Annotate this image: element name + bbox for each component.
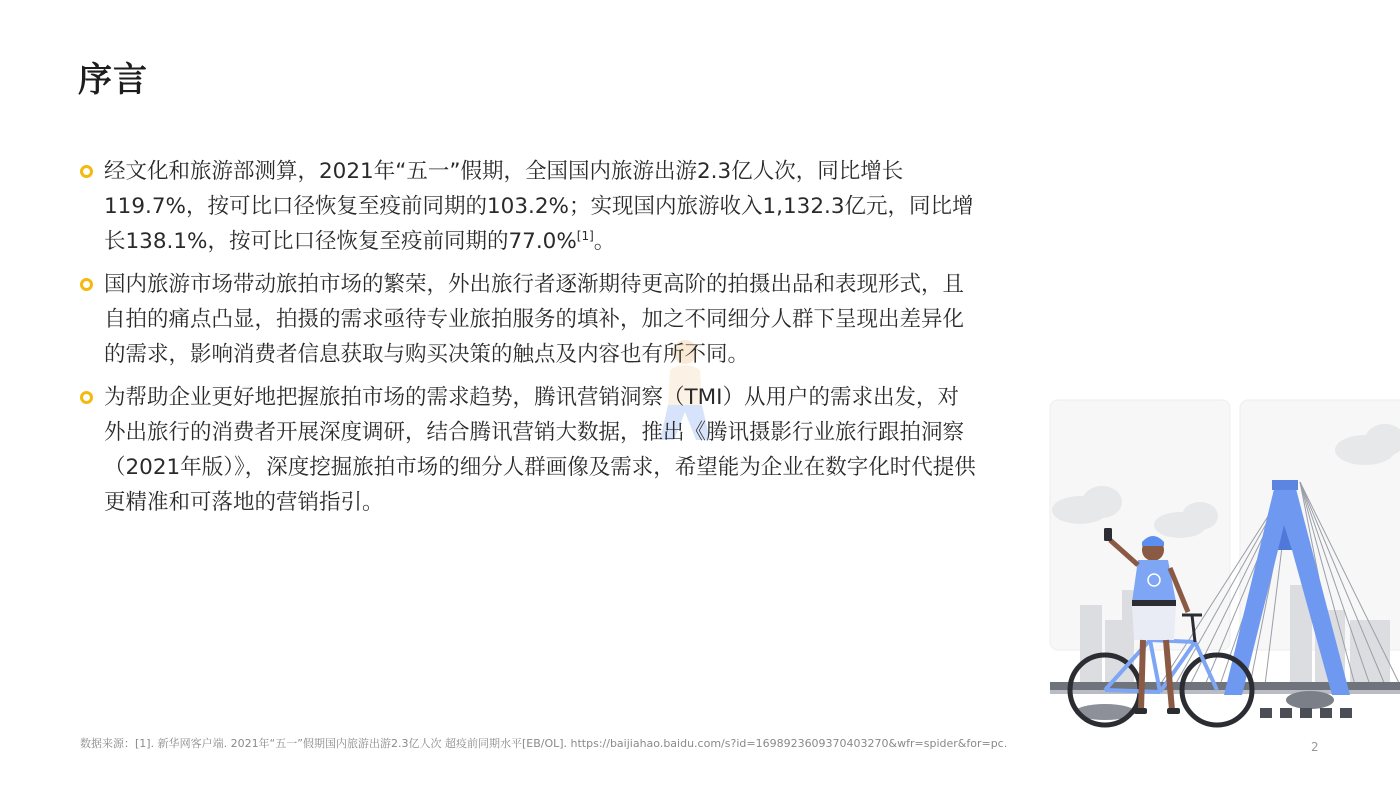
selfie-cyclist-bridge-illustration xyxy=(1010,390,1400,740)
bullet-tail: 。 xyxy=(593,229,616,254)
bullet-ring-icon xyxy=(80,278,93,291)
bullet-text: 经文化和旅游部测算，2021年“五一”假期，全国国内旅游出游2.3亿人次，同比增长119.7%，按可比口径恢复至疫前同期的103.2%；实现国内旅游收入1,132.3亿元，同比增长138.1%，按可比口径恢复至疫前同期的77.0% xyxy=(104,159,974,254)
bullet-item-tourism-stats xyxy=(80,154,980,259)
bullet-item-market-demand xyxy=(80,267,980,372)
bullet-item-report-intro xyxy=(80,380,980,520)
bullet-text: 国内旅游市场带动旅拍市场的繁荣，外出旅行者逐渐期待更高阶的拍摄出品和表现形式，且自拍的痛点凸显，拍摄的需求亟待专业旅拍服务的填补，加之不同细分人群下呈现出差异化的需求，影响消费者信息获取与购买决策的触点及内容也有所不同。 xyxy=(104,272,965,367)
bullet-ring-icon xyxy=(80,391,93,404)
page-title: 序言 xyxy=(78,60,148,100)
bullet-text: 为帮助企业更好地把握旅拍市场的需求趋势，腾讯营销洞察（TMI）从用户的需求出发，对外出旅行的消费者开展深度调研，结合腾讯营销大数据，推出《腾讯摄影行业旅行跟拍洞察（2021年版）》，深度挖掘旅拍市场的细分人群画像及需求，希望能为企业在数字化时代提供更精准和可落地的营销指引。 xyxy=(104,385,976,515)
source-note: 数据来源：[1]. 新华网客户端. 2021年“五一”假期国内旅游出游2.3亿人次 超疫前同期水平[EB/OL]. https://baijiahao.baidu.com/s?id=1698923609370403270&wfr=spider&for=pc. xyxy=(80,737,1008,750)
page-number: 2 xyxy=(1311,740,1319,754)
reference-mark: [1] xyxy=(576,228,594,243)
bullet-ring-icon xyxy=(80,165,93,178)
bullet-list xyxy=(80,154,980,528)
